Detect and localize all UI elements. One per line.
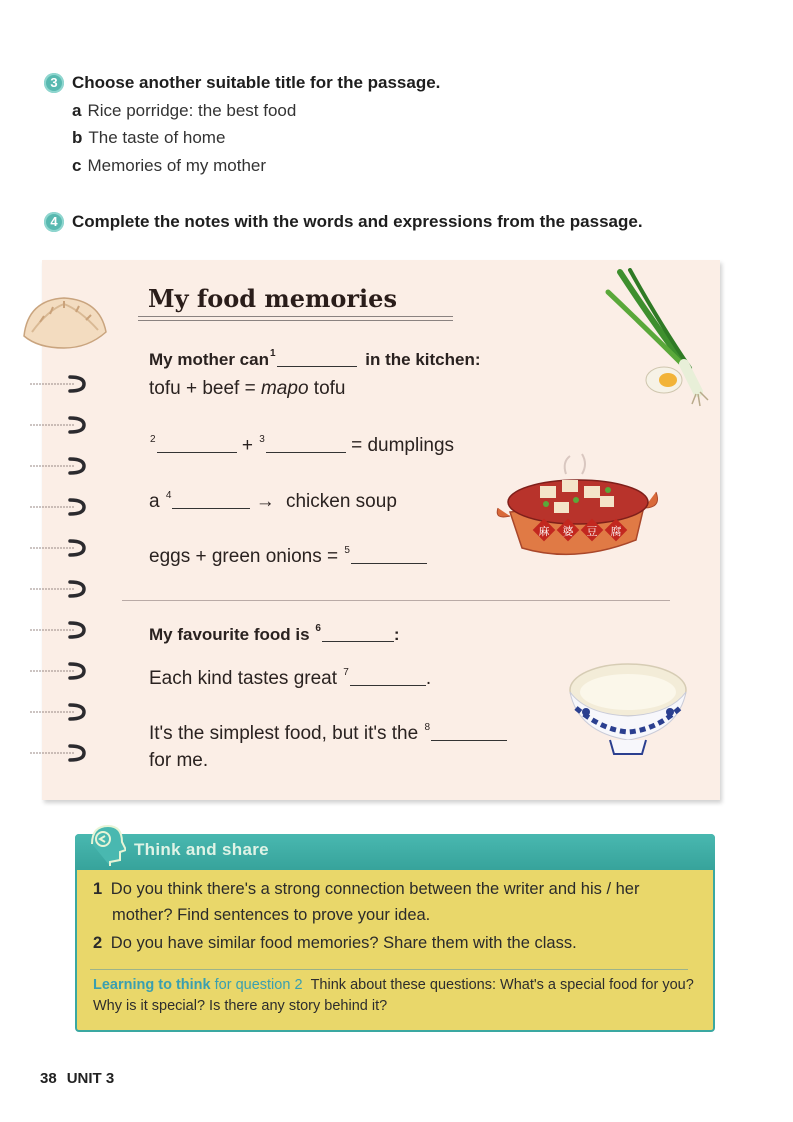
exercise-4-heading: 4 Complete the notes with the words and expressions from the passage. [44, 212, 643, 232]
question-2: 2 Do you have similar food memories? Share them with the class. [93, 934, 577, 952]
arrow-icon: → [255, 491, 275, 512]
page-footer [40, 1070, 114, 1087]
simplest-line-2: for me. [149, 750, 209, 771]
blank-4[interactable] [172, 492, 250, 509]
blank-3[interactable] [266, 436, 346, 453]
tofu-line: tofu + beef = mapo tofu [149, 378, 346, 399]
learning-to-think: Learning to think for question 2 Think about these questions: What's a special food for you? Why is it special? Is there any story behind it? [93, 977, 694, 1014]
title-underline [138, 316, 453, 317]
notes-divider [122, 600, 670, 601]
pot-label-char: 婆 [562, 525, 574, 538]
exercise-3-number: 3 [44, 73, 64, 93]
think-share-title: Think and share [134, 840, 269, 859]
page-number: 38 [40, 1070, 57, 1087]
ring-icon [30, 496, 92, 518]
dumplings-line: $^2$ + $^3$ = dumplings [150, 434, 455, 456]
dumpling-icon [18, 292, 110, 354]
simplest-line: It's the simplest food, but it's the $^8$ [149, 722, 507, 745]
question-1-cont: mother? Find sentences to prove your idea. [112, 906, 431, 924]
blank-8[interactable] [431, 724, 507, 741]
ring-icon [30, 701, 92, 723]
blank-5[interactable] [351, 547, 427, 564]
question-1: 1 Do you think there's a strong connection between the writer and his / her [93, 880, 640, 898]
pot-label-char: 腐 [610, 525, 622, 538]
pot-label-char: 豆 [586, 525, 598, 538]
exercise-3-heading: 3 Choose another suitable title for the passage. [44, 73, 440, 93]
ring-icon [30, 455, 92, 477]
ring-icon [30, 373, 92, 395]
exercise-4-number: 4 [44, 212, 64, 232]
mother-can-line: My mother can$^1$ in the kitchen: [149, 348, 481, 369]
option-c: c Memories of my mother [72, 156, 267, 175]
head-think-icon [86, 822, 126, 866]
ring-icon [30, 660, 92, 682]
option-a: a Rice porridge: the best food [72, 101, 297, 120]
eggs-line: eggs + green onions = $^5$ [149, 545, 427, 568]
pot-label-char: 麻 [538, 525, 550, 538]
soup-line: a $^4$ → chicken soup [149, 490, 397, 512]
favourite-food-line: My favourite food is $^6$ : [149, 623, 400, 644]
tastes-line: Each kind tastes great $^7$ . [149, 667, 432, 689]
blank-1[interactable] [277, 350, 357, 367]
ring-icon [30, 414, 92, 436]
unit-label: UNIT 3 [66, 1070, 115, 1087]
ring-icon [30, 537, 92, 559]
mapo-tofu-pot-icon [496, 452, 658, 562]
blank-2[interactable] [157, 436, 237, 453]
blank-6[interactable] [322, 625, 394, 642]
ring-icon [30, 619, 92, 641]
green-onion-icon [600, 268, 720, 413]
blank-7[interactable] [350, 669, 426, 686]
notes-title: My food memories [148, 284, 397, 313]
porridge-bowl-icon [566, 660, 690, 760]
ring-icon [30, 578, 92, 600]
ring-icon [30, 742, 92, 764]
think-share-rule [90, 969, 688, 970]
title-underline-2 [138, 320, 453, 321]
option-b: b The taste of home [72, 128, 226, 147]
